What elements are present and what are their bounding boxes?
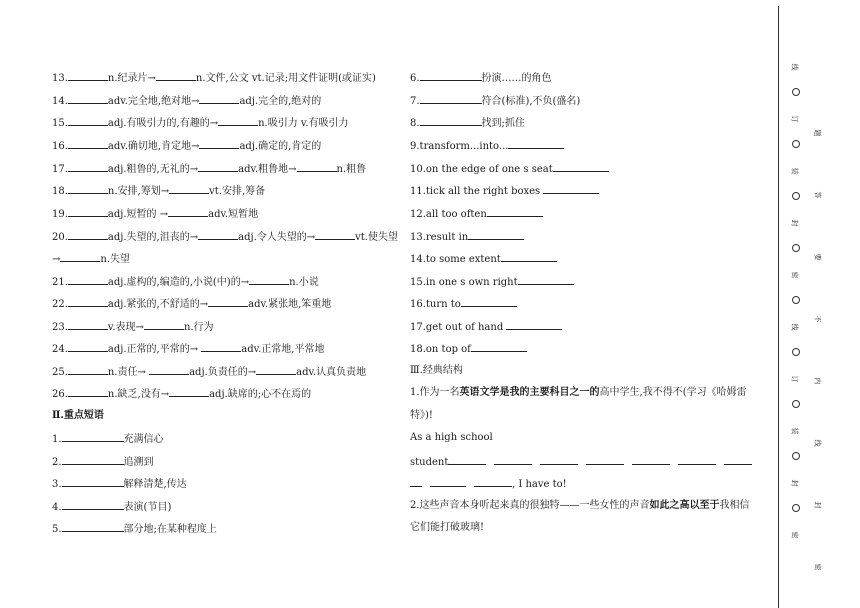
vocab-row-23 bbox=[52, 319, 214, 335]
text-segment: 1.作为一名 bbox=[410, 387, 460, 398]
item-number: 8. bbox=[410, 118, 420, 129]
item-number: 20. bbox=[52, 232, 68, 243]
item-text: n.粗鲁 bbox=[336, 164, 367, 175]
phrase-row-6 bbox=[410, 70, 552, 86]
item-text: adv.确切地,肯定地→ bbox=[107, 141, 200, 152]
item-arrow: → bbox=[52, 254, 61, 265]
item-text: adj.短暂的 → bbox=[107, 209, 169, 220]
item-text: adj.有吸引力的,有趣的→ bbox=[107, 118, 219, 129]
item-text: v.表现→ bbox=[107, 322, 144, 333]
binding-mark: 封 bbox=[790, 479, 799, 487]
item-text: on the edge of one s seat bbox=[425, 164, 553, 175]
structure-q1-line5 bbox=[410, 476, 567, 492]
item-number: 24. bbox=[52, 344, 68, 355]
item-text: turn to bbox=[425, 299, 461, 310]
vocab-row-18 bbox=[52, 183, 265, 199]
binding-mark: 装 bbox=[790, 427, 799, 435]
phrase-row-5 bbox=[52, 521, 217, 537]
item-number: 1. bbox=[52, 434, 62, 445]
item-number: 6. bbox=[410, 73, 420, 84]
phrase-row-3 bbox=[52, 476, 187, 492]
item-text: adv.短暂地 bbox=[208, 209, 259, 220]
item-text: adj.失望的,沮丧的→ bbox=[107, 232, 199, 243]
item-number: 26. bbox=[52, 389, 68, 400]
text-segment: 我相信 bbox=[719, 500, 750, 511]
item-text: adj.确定的,肯定的 bbox=[239, 141, 322, 152]
binding-mark: 密 bbox=[790, 271, 799, 279]
phrase-row-11 bbox=[410, 183, 599, 199]
text-segment: student bbox=[410, 457, 449, 468]
vocab-row-17 bbox=[52, 161, 366, 177]
binding-circle-icon bbox=[792, 244, 800, 252]
binding-mark-right: 答 bbox=[813, 191, 822, 199]
vocab-row-21 bbox=[52, 274, 319, 290]
structure-q1-line3: As a high school bbox=[410, 432, 493, 443]
item-number: 16. bbox=[410, 299, 426, 310]
item-number: 2. bbox=[52, 457, 62, 468]
item-text: 部分地;在某种程度上 bbox=[123, 524, 217, 535]
binding-mark-right: 内 bbox=[813, 377, 822, 385]
phrase-row-2 bbox=[52, 454, 154, 470]
phrase-row-9 bbox=[410, 138, 564, 154]
binding-mark: 线 bbox=[790, 63, 799, 71]
item-text: n.纪录片→ bbox=[107, 73, 156, 84]
binding-circle-icon bbox=[792, 140, 800, 148]
phrase-row-15 bbox=[410, 274, 574, 290]
item-text: adj.缺席的;心不在焉的 bbox=[209, 389, 312, 400]
vocab-row-24 bbox=[52, 341, 324, 357]
item-text: adj.粗鲁的,无礼的→ bbox=[107, 164, 199, 175]
item-text: on top of bbox=[425, 344, 471, 355]
binding-mark: 密 bbox=[790, 531, 799, 539]
binding-mark-right: 题 bbox=[813, 129, 822, 137]
binding-mark-right: 密 bbox=[813, 563, 822, 571]
item-text: adj.正常的,平常的→ bbox=[107, 344, 202, 355]
item-text: 解释清楚,传达 bbox=[123, 479, 187, 490]
item-number: 13. bbox=[52, 73, 68, 84]
item-text: transform...into... bbox=[419, 141, 509, 152]
item-number: 18. bbox=[52, 186, 68, 197]
item-number: 25. bbox=[52, 367, 68, 378]
item-number: 23. bbox=[52, 322, 68, 333]
item-number: 14. bbox=[52, 96, 68, 107]
item-text: get out of hand bbox=[425, 322, 507, 333]
item-number: 19. bbox=[52, 209, 68, 220]
item-number: 15. bbox=[52, 118, 68, 129]
item-number: 4. bbox=[52, 502, 62, 513]
section-three-title bbox=[410, 364, 463, 378]
item-text: 扮演……的角色 bbox=[481, 73, 552, 84]
text-segment: 高中学生,我不得不(学习《哈姆雷 bbox=[599, 387, 747, 398]
structure-q1-line2: 特》)! bbox=[410, 410, 433, 421]
binding-mark-right: 封 bbox=[813, 501, 822, 509]
item-number: 12. bbox=[410, 209, 426, 220]
item-text: 表演(节目) bbox=[123, 502, 172, 513]
item-number: 10. bbox=[410, 164, 426, 175]
item-number: 7. bbox=[410, 96, 420, 107]
item-number: 17. bbox=[52, 164, 68, 175]
item-number: 18. bbox=[410, 344, 426, 355]
structure-q2-line2: 它们能打破玻璃! bbox=[410, 522, 485, 533]
binding-circle-icon bbox=[792, 452, 800, 460]
item-text: n.行为 bbox=[183, 322, 214, 333]
phrase-row-17 bbox=[410, 319, 562, 335]
item-text: adj.虚构的,编造的,小说(中)的→ bbox=[107, 277, 250, 288]
structure-q1-line4 bbox=[410, 454, 752, 470]
vocab-row-26 bbox=[52, 386, 311, 402]
item-text: adv.正常地,平常地 bbox=[241, 344, 325, 355]
binding-mark: 订 bbox=[790, 115, 799, 123]
item-text: n.文件,公文 vt.记录;用文件证明(或证实) bbox=[195, 73, 376, 84]
vocab-row-19 bbox=[52, 206, 258, 222]
phrase-row-12 bbox=[410, 206, 543, 222]
structure-q1-line1 bbox=[410, 386, 747, 400]
vocab-row-15 bbox=[52, 115, 349, 131]
binding-circle-icon bbox=[792, 192, 800, 200]
item-text: 找到;抓住 bbox=[481, 118, 525, 129]
item-number: 3. bbox=[52, 479, 62, 490]
item-number: 11. bbox=[410, 186, 426, 197]
item-text: result in bbox=[425, 232, 469, 243]
item-text: 充满信心 bbox=[123, 434, 164, 445]
item-number: 16. bbox=[52, 141, 68, 152]
phrase-row-1 bbox=[52, 431, 164, 447]
item-text: vt.安排,筹备 bbox=[209, 186, 266, 197]
section-two-title: Ⅱ.重点短语 bbox=[52, 410, 104, 421]
binding-mark: 装 bbox=[790, 167, 799, 175]
vocab-row-20 bbox=[52, 229, 398, 245]
item-text: n.小说 bbox=[289, 277, 319, 288]
binding-circle-icon bbox=[792, 348, 800, 356]
text-segment: , I have to! bbox=[512, 479, 567, 490]
vocab-row-13 bbox=[52, 70, 376, 86]
item-text: adj.紧张的,不舒适的→ bbox=[107, 299, 209, 310]
item-number: 13. bbox=[410, 232, 426, 243]
phrase-row-13 bbox=[410, 229, 524, 245]
phrase-row-10 bbox=[410, 161, 609, 177]
phrase-row-16 bbox=[410, 296, 517, 312]
item-text: n.吸引力 v.有吸引力 bbox=[258, 118, 349, 129]
bold-segment: 英语文学是我的主要科目之一的 bbox=[459, 387, 600, 398]
item-number: 17. bbox=[410, 322, 426, 333]
item-text: n.缺乏,没有→ bbox=[107, 389, 170, 400]
binding-mark-right: 要 bbox=[813, 253, 822, 261]
item-number: 22. bbox=[52, 299, 68, 310]
item-number: 15. bbox=[410, 277, 426, 288]
item-text: adj.令人失望的→ bbox=[238, 232, 316, 243]
binding-circle-icon bbox=[792, 504, 800, 512]
item-text: n.安排,筹划→ bbox=[107, 186, 170, 197]
binding-mark: 线 bbox=[790, 323, 799, 331]
item-number: 21. bbox=[52, 277, 68, 288]
item-text: to some extent bbox=[425, 254, 501, 265]
section-three-title-text: Ⅲ.经典结构 bbox=[410, 365, 463, 376]
vocab-row-22 bbox=[52, 296, 331, 312]
binding-mark: 订 bbox=[790, 375, 799, 383]
item-text: adv.完全地,绝对地→ bbox=[107, 96, 200, 107]
binding-circle-icon bbox=[792, 400, 800, 408]
text-segment: 2.这些声音本身听起来真的很独特——一些女性的声音 bbox=[410, 500, 650, 511]
vocab-row-14 bbox=[52, 93, 321, 109]
binding-mark-right: 线 bbox=[813, 439, 822, 447]
item-text: adv.紧张地,笨重地 bbox=[248, 299, 332, 310]
binding-mark-right: 不 bbox=[813, 315, 822, 323]
phrase-row-14 bbox=[410, 251, 557, 267]
item-text: adv.认真负责地 bbox=[296, 367, 367, 378]
structure-q2-line1 bbox=[410, 499, 750, 513]
item-text: tick all the right boxes bbox=[425, 186, 544, 197]
binding-circle-icon bbox=[792, 296, 800, 304]
item-text: adj.负责任的→ bbox=[189, 367, 257, 378]
item-number: 9. bbox=[410, 141, 420, 152]
binding-circle-icon bbox=[792, 88, 800, 96]
item-text: all too often bbox=[425, 209, 487, 220]
binding-line bbox=[778, 6, 779, 608]
item-text: n.责任→ bbox=[107, 367, 150, 378]
phrase-row-7 bbox=[410, 93, 580, 109]
binding-mark: 封 bbox=[790, 219, 799, 227]
item-number: 5. bbox=[52, 524, 62, 535]
phrase-row-8 bbox=[410, 115, 525, 131]
vocab-row-16 bbox=[52, 138, 321, 154]
item-number: 14. bbox=[410, 254, 426, 265]
vocab-row-25 bbox=[52, 364, 366, 380]
item-text: adj.完全的,绝对的 bbox=[239, 96, 322, 107]
vocab-row-20-cont bbox=[52, 251, 130, 267]
bold-segment: 如此之高以至于 bbox=[649, 500, 720, 511]
item-text: adv.粗鲁地→ bbox=[238, 164, 297, 175]
item-text: 追溯到 bbox=[123, 457, 154, 468]
phrase-row-18 bbox=[410, 341, 527, 357]
item-text: n.失望 bbox=[100, 254, 131, 265]
phrase-row-4 bbox=[52, 499, 171, 515]
item-text: vt.使失望 bbox=[355, 232, 398, 243]
item-text: 符合(标准),不负(盛名) bbox=[481, 96, 581, 107]
item-text: in one s own right bbox=[425, 277, 518, 288]
